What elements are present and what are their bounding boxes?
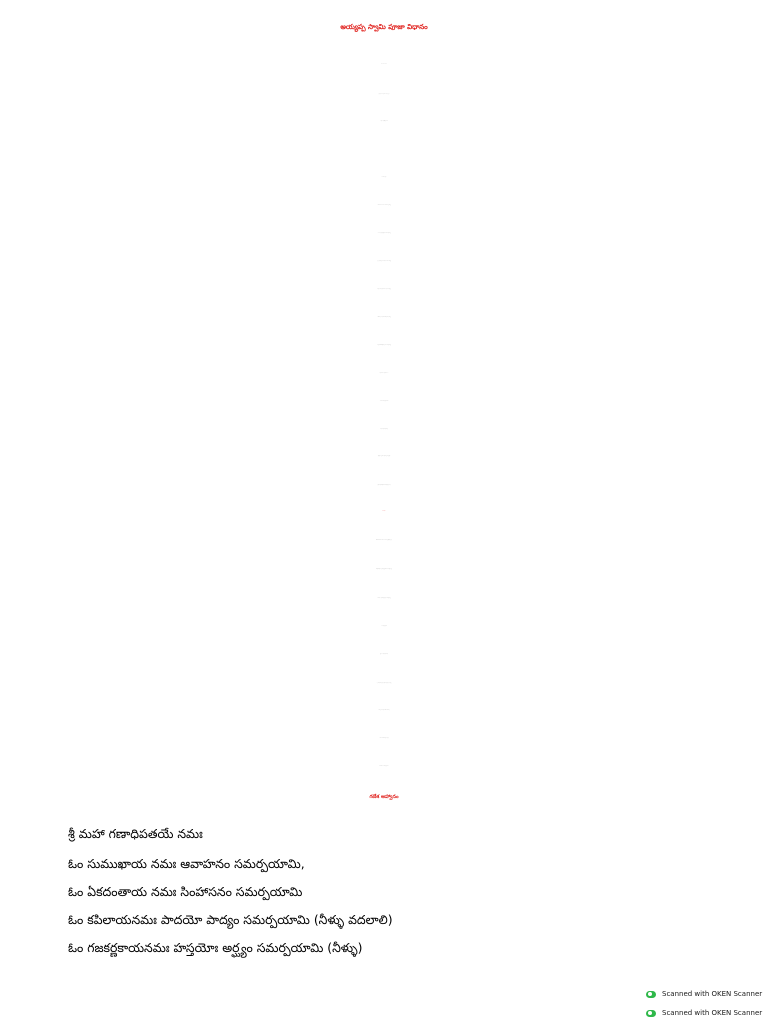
ganesha-line: ఓం సుముఖాయ నమః ఆవాహనం సమర్పయామి, [68, 856, 305, 871]
ganesha-line: ఓం ఏకదంతాయ నమః సింహాసనం సమర్పయామి [68, 884, 303, 899]
watermark-text: Scanned with OKEN Scanner [662, 1009, 763, 1017]
watermark-text: Scanned with OKEN Scanner [662, 990, 763, 998]
ganesha-line: ఓం గజకర్ణకాయనమః హస్తయోః అర్ఘ్యం సమర్పయామి (నీళ్ళు) [68, 940, 363, 955]
ganesha-line: శ్రీ మహా గణాధిపతయే నమః [68, 826, 203, 841]
section-heading-deeparadhana [0, 512, 768, 513]
scanner-watermark [646, 990, 762, 998]
section-heading-ganesha: గణేశ ఆహ్వానం [369, 794, 399, 800]
page-title: అయ్యప్ప స్వామి పూజా విధానం [340, 23, 428, 31]
oken-scanner-icon [646, 991, 656, 998]
oken-scanner-icon [646, 1010, 656, 1017]
scanner-watermark [646, 1009, 762, 1017]
ganesha-line: ఓం కపిలాయనమః పాదయో పాద్యం సమర్పయామి (నీళ్ళు వదలాలి) [68, 912, 393, 927]
